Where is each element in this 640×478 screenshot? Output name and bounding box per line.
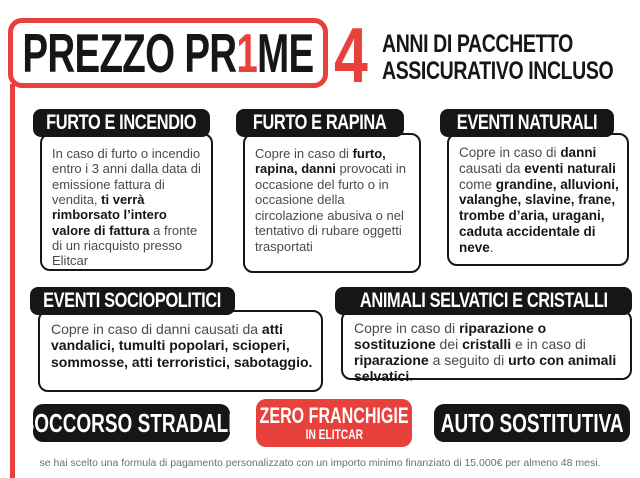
badge-zero-franchigie xyxy=(256,399,412,447)
card-body: Copre in caso di furto, rapina, danni provocati in occasione del furto o in occasione della circolazione abusiva o nel tentativo di rubare oggetti trasportati xyxy=(243,133,421,273)
card-title-pill xyxy=(30,287,235,315)
card-title-pill xyxy=(335,287,632,315)
card-animali-selvatici-e-cristalli xyxy=(335,287,632,385)
card-title: EVENTI NATURALI xyxy=(456,111,598,134)
card-title-pill xyxy=(236,109,404,137)
big-number-4: 4 xyxy=(334,11,368,99)
brand-title-digit: 1 xyxy=(236,21,258,84)
card-body: Copre in caso di danni causati da eventi naturali come grandine, alluvioni, valanghe, slavine, frane, trombe d’aria, uragani, caduta accidentale di neve. xyxy=(447,133,629,266)
card-body: In caso di furto o incendio entro i 3 anni dalla data di emissione fattura di vendita, ti verrà rimborsato l’intero valore di fattura a fronte di un riacquisto presso Elitcar xyxy=(40,133,213,271)
badge-label-line1: ZERO FRANCHIGIE xyxy=(259,402,409,428)
brand-title xyxy=(22,21,314,84)
card-body: Copre in caso di danni causati da atti vandalici, tumulti popolari, scioperi, sommosse, atti terroristici, sabotaggio. xyxy=(38,310,323,392)
badge-auto-sostitutiva xyxy=(434,404,630,442)
card-furto-e-rapina xyxy=(236,109,421,269)
card-title: FURTO E INCENDIO xyxy=(46,111,197,134)
badge-label: SOCCORSO STRADALE xyxy=(21,407,242,438)
brand-badge xyxy=(8,18,328,88)
card-body: Copre in caso di riparazione o sostituzione dei cristalli e in caso di riparazione a seguito di urto con animali selvatici. xyxy=(341,310,632,380)
card-title-pill xyxy=(33,109,210,137)
footnote-text: se hai scelto una formula di pagamento personalizzato con un importo minimo finanziato di 15.000€ per almeno 48 mesi. xyxy=(39,457,601,469)
card-title: EVENTI SOCIOPOLITICI xyxy=(43,289,222,312)
badge-label: AUTO SOSTITUTIVA xyxy=(440,407,624,438)
red-accent-line xyxy=(10,84,15,478)
card-furto-e-incendio xyxy=(33,109,213,269)
brand-title-pre: PREZZO PR xyxy=(22,21,237,84)
subtitle-line-2: ASSICURATIVO INCLUSO xyxy=(382,56,614,85)
card-title-pill xyxy=(440,109,614,137)
badge-label-line2: IN ELITCAR xyxy=(305,426,363,443)
brand-title-post: ME xyxy=(257,21,314,84)
card-title: ANIMALI SELVATICI E CRISTALLI xyxy=(359,289,608,312)
card-eventi-sociopolitici xyxy=(30,287,323,392)
subtitle-line-1: ANNI DI PACCHETTO xyxy=(382,30,573,58)
header-subtitle xyxy=(382,31,613,85)
card-title: FURTO E RAPINA xyxy=(253,111,387,134)
card-eventi-naturali xyxy=(440,109,629,269)
badge-soccorso-stradale xyxy=(21,404,242,442)
